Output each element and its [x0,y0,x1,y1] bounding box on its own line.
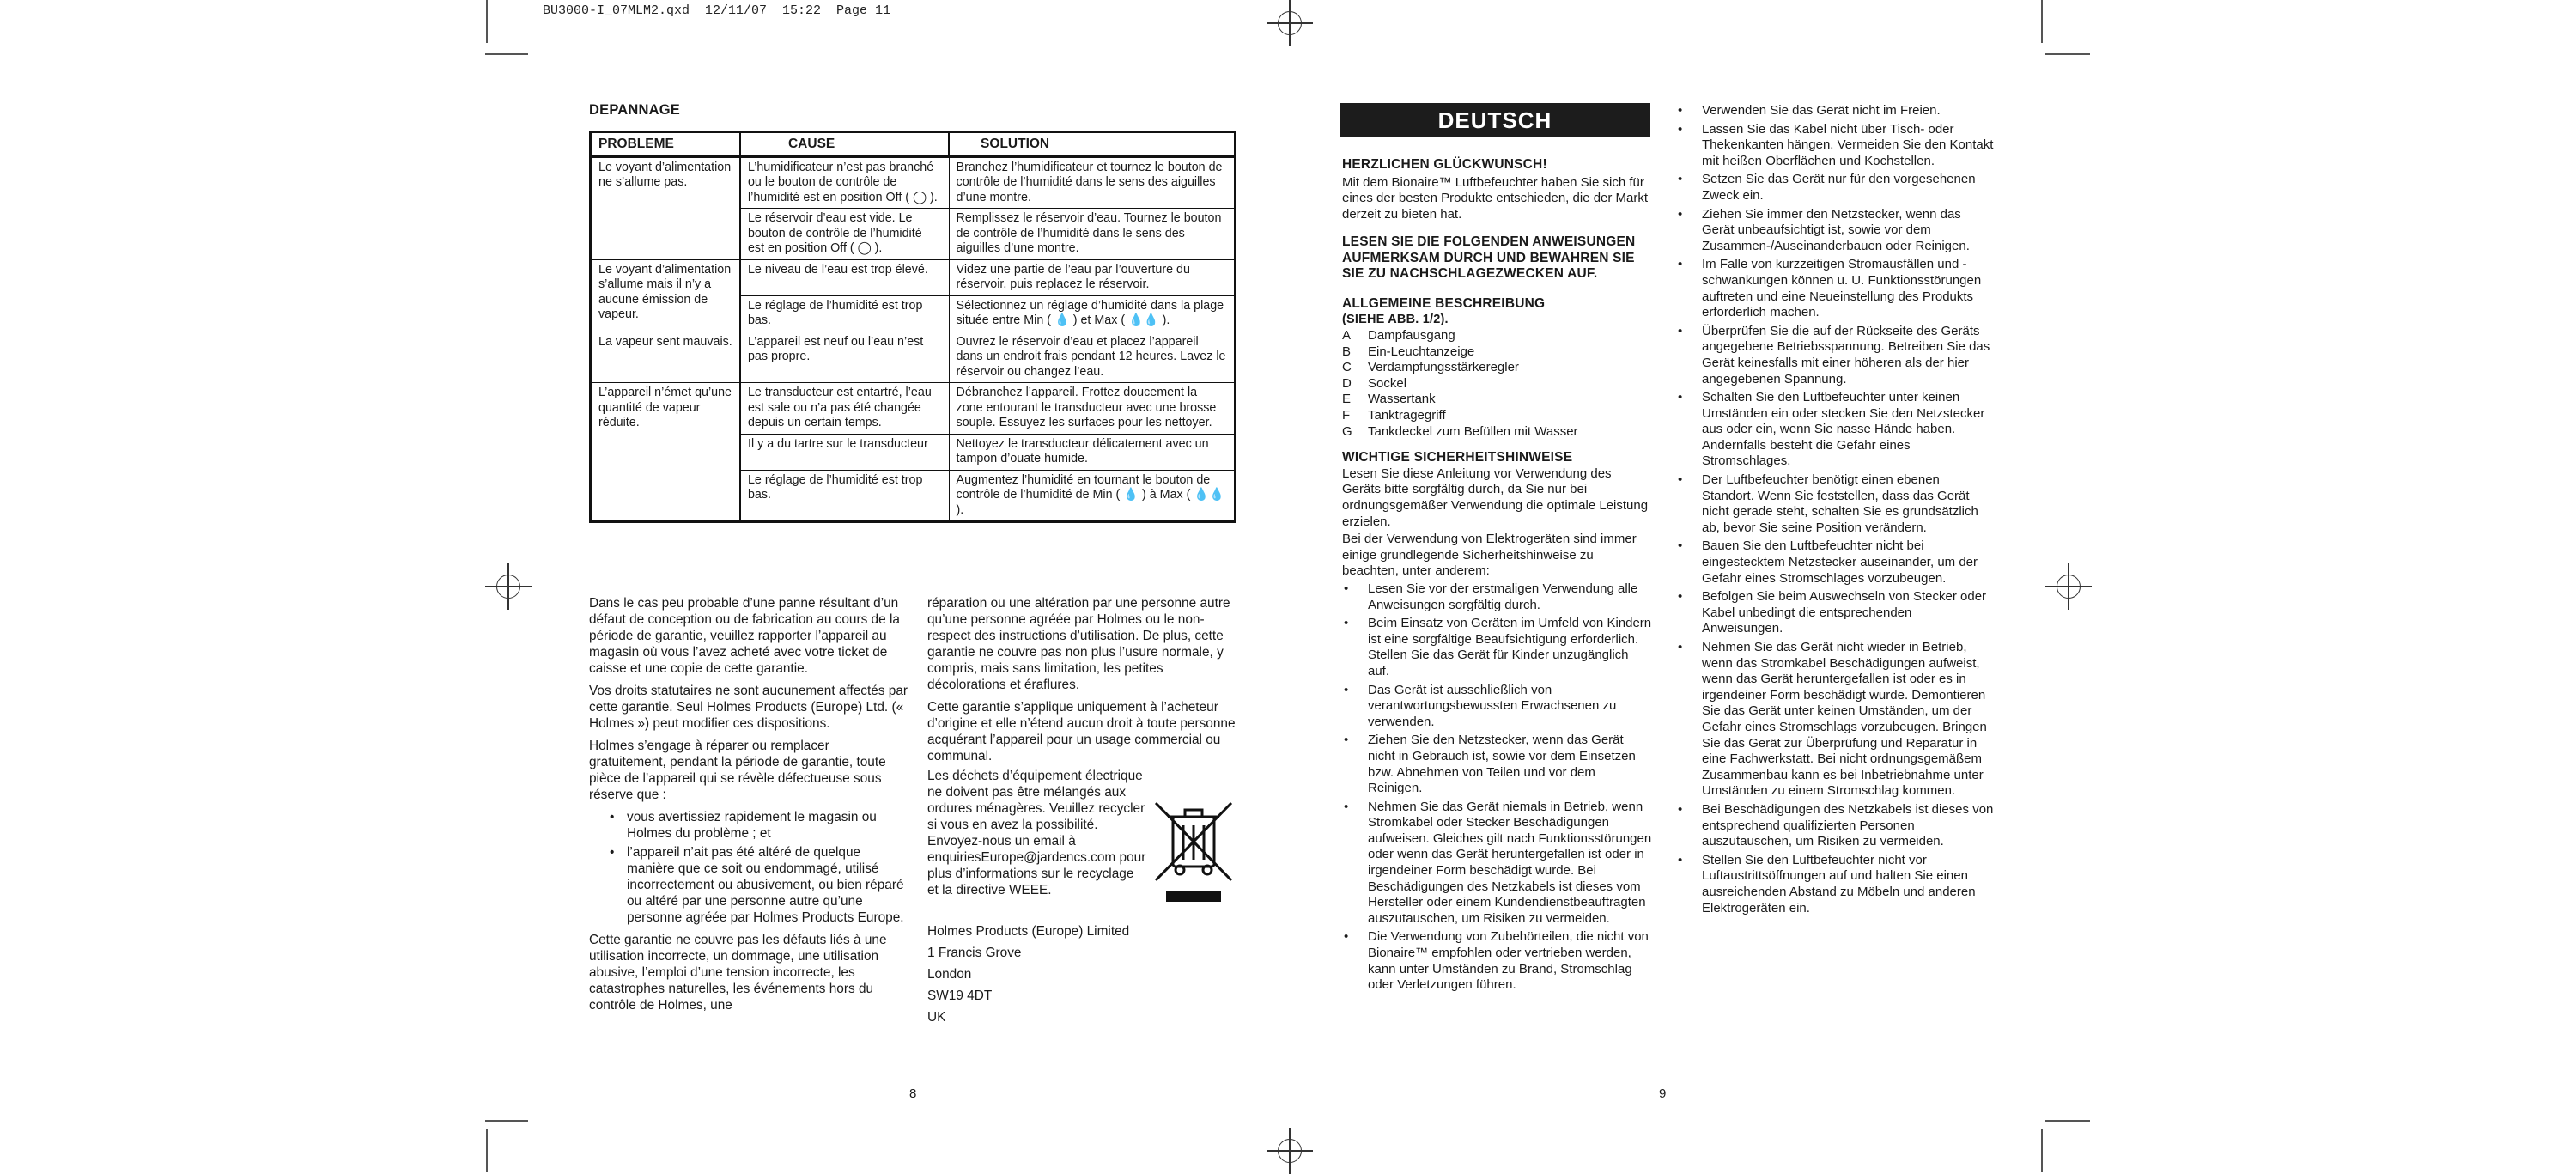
list-item: • Der Luftbefeuchter benötigt einen ebenen Standort. Wenn Sie feststellen, dass das Gerät nicht gerade steht, schalten Sie es grundsätzlich ab, bevor Sie seine Position verändern. [1676,472,1994,536]
german-column-2 [1676,103,1994,919]
list-item: • Das Gerät ist ausschließlich von verantwortungsbewussten Erwachsenen zu verwenden. [1342,683,1653,731]
paragraph: Holmes s’engage à réparer ou remplacer gratuitement, pendant la période de garantie, toute pièce de l’appareil qui se révèle défectueuse sous réserve que : [589,739,886,802]
cause-cell: L’humidificateur n’est pas branché ou le bouton de contrôle de l’humidité est en position Off ( ◯ ). [740,156,949,209]
part-key: E [1342,392,1352,407]
section-subheading: (SIEHE ABB. 1/2). [1342,313,1449,327]
safety-list-b [1676,103,1994,916]
list-item [1342,344,1653,361]
part-key: A [1342,328,1352,344]
troubleshooting-heading: DEPANNAGE [589,102,681,118]
cause-cell: Le niveau de l’eau est trop élevé. [740,259,949,295]
address-line: Holmes Products (Europe) Limited [927,924,1130,939]
list-item: • Ziehen Sie immer den Netzstecker, wenn das Gerät unbeaufsichtigt ist, sowie vor dem Zusammen-/Auseinanderbauen oder Reinigen. [1676,207,1994,255]
crop-mark [2045,1120,2090,1122]
list-item [1342,424,1653,441]
list-item: • Verwenden Sie das Gerät nicht im Freien. [1676,103,1994,119]
solution-cell: Videz une partie de l’eau par l’ouverture du réservoir, puis replacez le réservoir. [949,259,1235,295]
solution-cell: Augmentez l’humidité en tournant le bouton de contrôle de l’humidité de Min ( 💧 ) à Max ( 💧💧 ). [949,470,1235,522]
section-heading: HERZLICHEN GLÜCKWUNSCH! [1342,157,1547,172]
file-slug: BU3000-I_07MLM2.qxd 12/11/07 15:22 Page 11 [543,3,891,18]
table-row [591,259,1236,295]
table-header-row [591,132,1236,157]
part-label: Tankdeckel zum Befüllen mit Wasser [1368,423,1578,439]
solution-cell: Ouvrez le réservoir d’eau et placez l’appareil dans un endroit frais pendant 12 heures. Lavez le réservoir ou changez l’eau. [949,332,1235,383]
list-item [1342,360,1653,376]
list-item: • Stellen Sie den Luftbefeuchter nicht vor Luftaustrittsöffnungen auf und halten Sie einen ausreichenden Abstand zu Möbeln und anderen Elektrogeräten ein. [1676,853,1994,916]
section-heading: WICHTIGE SICHERHEITSHINWEISE [1342,450,1573,465]
address-line: London [927,967,972,982]
cause-cell: Le réservoir d’eau est vide. Le bouton de contrôle de l’humidité est en position Off ( ◯ ). [740,209,949,260]
cause-cell: Le réglage de l’humidité est trop bas. [740,470,949,522]
address-line: 1 Francis Grove [927,946,1022,960]
paragraph: Cette garantie s’applique uniquement à l’acheteur d’origine et elle n’étend aucun droit à toute personne acquérant l’appareil pour un usage commercial ou communal. [927,700,1236,763]
paragraph: Bei der Verwendung von Elektrogeräten sind immer einige grundlegende Sicherheitshinweise zu beachten, unter anderem: [1342,532,1637,579]
warranty-column-2 [927,595,1238,770]
cause-cell: Le transducteur est entartré, l’eau est sale ou n’a pas été changée depuis un certain temps. [740,383,949,435]
list-item: • Nehmen Sie das Gerät nicht wieder in Betrieb, wenn das Stromkabel Beschädigungen aufweist, wenn das Gerät heruntergefallen ist oder es in irgendeiner Form beschädigt wurde. Demontieren Sie das Gerät unter keinen Umständen, um der Gefahr eines Stromschlags vorzubeugen. Bringen Sie das Gerät zur Überprüfung und Reparatur in eine Fachwerkstatt. Bei nicht ordnungsgemäßem Zusammenbau kann es bei Inbetriebnahme unter Umständen zu einem Stromschlag kommen. [1676,640,1994,800]
list-item: • vous avertissiez rapidement le magasin ou Holmes du problème ; et [605,809,908,842]
weee-paragraph: Les déchets d’équipement électrique ne doivent pas être mélangés aux ordures ménagères. Veuillez recycler si vous en avez la possibilité. Envoyez-nous un email à enquiriesEurope@jardencs.com pour plus d’informations sur le recyclage et la directive WEEE. [927,769,1146,897]
table-row [591,332,1236,383]
crop-mark [486,1129,488,1172]
section-heading: ALLGEMEINE BESCHREIBUNG [1342,295,1546,311]
solution-cell: Remplissez le réservoir d’eau. Tournez le bouton de contrôle de l’humidité dans le sens des aiguilles d’une montre. [949,209,1235,260]
crossed-bin-icon [1151,794,1236,906]
page-number: 9 [1659,1086,1667,1101]
list-item: • l’appareil n’ait pas été altéré de quelque manière que ce soit ou endommagé, utilisé incorrectement ou abusivement, ou bien réparé ou altéré par une personne autre qu’une personne agréée par Holmes Products Europe. [605,844,908,926]
address-block [927,923,1238,1025]
header-cause: CAUSE [740,132,949,157]
part-key: G [1342,423,1352,439]
part-label: Ein-Leuchtanzeige [1368,344,1475,359]
list-item: • Nehmen Sie das Gerät niemals in Betrieb, wenn Stromkabel oder Stecker Beschädigungen aufweisen. Gleiches gilt nach Funktionsstörungen oder wenn das Gerät heruntergefallen ist oder in irgendeiner Form beschädigt wurde. Bei Beschädigungen des Netzkabels ist dieses vom Hersteller oder einem Kundendienstbeauftragten auszutauschen, um Risiken zu vermeiden. [1342,800,1653,928]
list-item: • Lassen Sie das Kabel nicht über Tisch- oder Thekenkanten hängen. Vermeiden Sie den Kontakt mit heißen Oberflächen und Kochstellen. [1676,122,1994,170]
list-item: • Die Verwendung von Zubehörteilen, die nicht von Bionaire™ empfohlen oder vertrieben werden, kann unter Umständen zu Brand, Stromschlag oder Verletzungen führen. [1342,929,1653,993]
list-item [1342,392,1653,408]
paragraph: réparation ou une altération par une personne autre qu’une personne agréée par Holmes ou le non-respect des instructions d’utilisation. De plus, cette garantie ne couvre pas non plus l’usure normale, y compris, mais sans limitation, les petites décolorations et éraflures. [927,596,1230,692]
list-item: • Überprüfen Sie die auf der Rückseite des Geräts angegebene Betriebsspannung. Betreiben Sie das Gerät keinesfalls mit einer höheren als der hier angegebenen Spannung. [1676,324,1994,387]
list-item: • Befolgen Sie beim Auswechseln von Stecker oder Kabel unbedingt die entsprechenden Anweisungen. [1676,589,1994,637]
list-item: • Setzen Sie das Gerät nur für den vorgesehenen Zweck ein. [1676,172,1994,204]
cause-cell: Le réglage de l’humidité est trop bas. [740,295,949,332]
part-key: F [1342,408,1351,423]
header-problem: PROBLEME [591,132,740,157]
list-item: • Lesen Sie vor der erstmaligen Verwendung alle Anweisungen sorgfältig durch. [1342,581,1653,613]
list-item: • Ziehen Sie den Netzstecker, wenn das Gerät nicht in Gebrauch ist, sowie vor dem Einsetzen bzw. Abnehmen von Teilen und vor dem Reinigen. [1342,733,1653,796]
part-label: Verdampfungsstärkeregler [1368,360,1519,375]
part-key: C [1342,360,1352,375]
list-item: • Im Falle von kurzzeitigen Stromausfällen und -schwankungen können u. U. Funktionsstörungen auftreten und eine Neueinstellung des Produkts erforderlich machen. [1676,257,1994,320]
troubleshooting-table [589,131,1236,523]
list-item [1342,376,1653,392]
address-line: UK [927,1010,946,1025]
table-row [591,156,1236,209]
solution-cell: Nettoyez le transducteur délicatement avec un tampon d’ouate humide. [949,434,1235,470]
paragraph: Lesen Sie diese Anleitung vor Verwendung des Geräts bitte sorgfältig durch, da Sie nur bei ordnungsgemäßer Verwendung die optimale Leistung erzielen. [1342,465,1649,529]
parts-list [1342,328,1653,440]
conditions-list [605,809,908,926]
part-label: Sockel [1368,375,1407,391]
registration-mark-icon [496,575,520,599]
solution-cell: Sélectionnez un réglage d’humidité dans la plage située entre Min ( 💧 ) et Max ( 💧💧 ). [949,295,1235,332]
problem-cell: L’appareil n’émet qu’une quantité de vapeur réduite. [591,383,740,522]
registration-mark-icon [1278,1139,1302,1163]
address-line: SW19 4DT [927,988,993,1003]
cause-cell: L’appareil est neuf ou l’eau n’est pas propre. [740,332,949,383]
list-item [1342,408,1653,424]
list-item: • Beim Einsatz von Geräten im Umfeld von Kindern ist eine sorgfältige Beaufsichtigung erforderlich. Stellen Sie das Gerät für Kinder unzugänglich auf. [1342,616,1653,679]
table-row [591,383,1236,435]
problem-cell: Le voyant d’alimentation ne s’allume pas. [591,156,740,259]
warranty-column-1 [589,595,908,1019]
crop-mark [2045,53,2090,55]
problem-cell: Le voyant d’alimentation s’allume mais il n’y a aucune émission de vapeur. [591,259,740,332]
solution-cell: Branchez l’humidificateur et tournez le bouton de contrôle de l’humidité dans le sens des aiguilles d’une montre. [949,156,1235,209]
registration-mark-icon [1278,11,1302,35]
crop-mark [2041,0,2043,43]
paragraph: Mit dem Bionaire™ Luftbefeuchter haben Sie sich für eines der besten Produkte entschieden, die der Markt derzeit zu bieten hat. [1342,174,1649,222]
list-item [1342,328,1653,344]
part-key: D [1342,375,1352,391]
safety-list-a [1342,581,1653,994]
problem-cell: La vapeur sent mauvais. [591,332,740,383]
crop-mark [486,0,488,43]
part-label: Dampfausgang [1368,328,1455,344]
paragraph: Cette garantie ne couvre pas les défauts liés à une utilisation incorrecte, un dommage, une utilisation abusive, l’emploi d’une tension incorrecte, les catastrophes naturelles, les événements hors du contrôle de Holmes, une [589,933,887,1013]
part-key: B [1342,344,1352,359]
header-solution: SOLUTION [949,132,1235,157]
crop-mark [485,53,528,55]
list-item: • Bauen Sie den Luftbefeuchter nicht bei eingestecktem Netzstecker auseinander, um der Gefahr eines Stromschlages vorzubeugen. [1676,538,1994,587]
part-label: Tanktragegriff [1368,408,1446,423]
registration-mark-icon [2057,575,2081,599]
part-label: Wassertank [1368,392,1436,407]
crop-mark [485,1120,528,1122]
paragraph: Dans le cas peu probable d’une panne résultant d’un défaut de conception ou de fabrication au cours de la période de garantie, veuillez rapporter l’appareil au magasin où vous l’avez acheté avec votre ticket de caisse et une copie de cette garantie. [589,596,900,676]
page-number: 8 [909,1086,917,1101]
cause-cell: Il y a du tartre sur le transducteur [740,434,949,470]
list-item: • Bei Beschädigungen des Netzkabels ist dieses von entsprechend qualifizierten Personen auszutauschen, um Risiken zu vermeiden. [1676,802,1994,850]
paragraph: Vos droits statutaires ne sont aucunement affectés par cette garantie. Seul Holmes Products (Europe) Ltd. (« Holmes ») peut modifier ces dispositions. [589,684,908,731]
section-heading: LESEN SIE DIE FOLGENDEN ANWEISUNGEN AUFMERKSAM DURCH UND BEWAHREN SIE SIE ZU NACHSCHLAGEZWECKEN AUF. [1342,234,1636,282]
german-column-1 [1342,157,1653,996]
list-item: • Schalten Sie den Luftbefeuchter unter keinen Umständen ein oder stecken Sie den Netzstecker aus oder ein, wenn Sie nasse Hände haben. Andernfalls besteht die Gefahr eines Stromschlages. [1676,390,1994,470]
language-banner: DEUTSCH [1340,103,1650,137]
solution-cell: Débranchez l’appareil. Frottez doucement la zone entourant le transducteur avec une brosse souple. Essuyez les surfaces pour les nettoyer. [949,383,1235,435]
crop-mark [2041,1129,2043,1172]
